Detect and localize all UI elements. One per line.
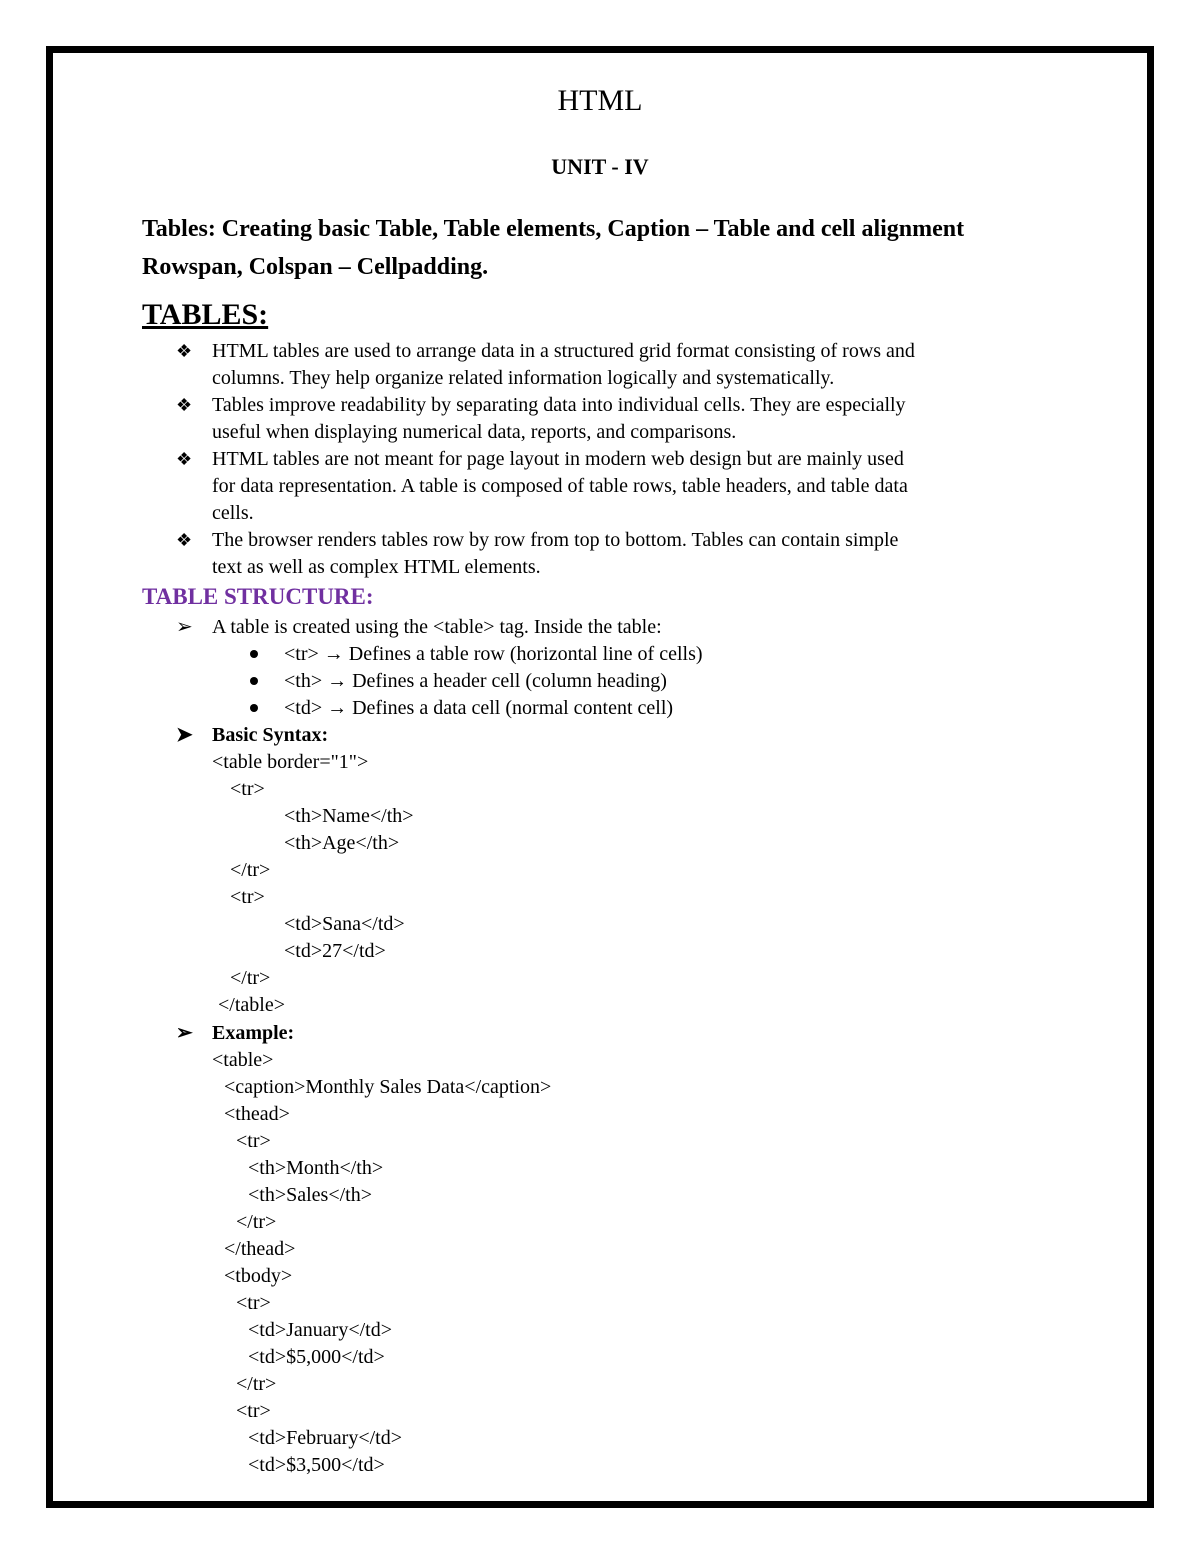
table-structure-heading: TABLE STRUCTURE: xyxy=(142,584,374,609)
unit-heading: UNIT - IV xyxy=(551,154,649,179)
example-label: Example: xyxy=(212,1022,295,1044)
code-line: <th>Name</th> xyxy=(284,805,414,827)
code-line: <td>February</td> xyxy=(248,1427,402,1449)
code-line: </table> xyxy=(218,994,285,1016)
diamond-bullet-icon: ❖ xyxy=(176,341,193,361)
code-line: <tr> xyxy=(230,886,265,908)
sub-item-th: <th> → Defines a header cell (column heading) xyxy=(284,670,667,692)
list-item: ❖ HTML tables are used to arrange data in a structured grid format consisting of rows and columns. They help organize related information logically and systematically. xyxy=(176,340,915,389)
code-line: <td>$5,000</td> xyxy=(248,1346,385,1368)
code-line: <table> xyxy=(212,1049,274,1071)
diamond-bullet-icon: ❖ xyxy=(176,395,193,415)
disc-bullet-icon xyxy=(250,650,258,658)
arrowhead-bullet-icon: ➢ xyxy=(176,616,193,638)
sub-item-td: <td> → Defines a data cell (normal content cell) xyxy=(284,697,674,719)
code-line: </tr> xyxy=(230,967,271,989)
tables-heading: TABLES: xyxy=(142,298,269,331)
diamond-bullet-icon: ❖ xyxy=(176,449,193,469)
code-line: <th>Sales</th> xyxy=(248,1184,373,1206)
topics-summary xyxy=(142,210,1062,286)
disc-bullet-icon xyxy=(250,677,258,685)
disc-bullet-icon xyxy=(250,704,258,712)
list-item: ❖ HTML tables are not meant for page layout in modern web design but are mainly used for data representation. A table is composed of table rows, table headers, and table data cells. xyxy=(176,448,908,524)
sub-item-tr: <tr> → Defines a table row (horizontal line of cells) xyxy=(284,643,703,665)
diamond-bullet-icon: ❖ xyxy=(176,530,193,550)
code-line: </tr> xyxy=(230,859,271,881)
page-title: HTML xyxy=(557,84,643,117)
list-item: ❖ Tables improve readability by separating data into individual cells. They are especially useful when displaying numerical data, reports, and comparisons. xyxy=(176,394,906,443)
structure-intro: A table is created using the <table> tag. Inside the table: xyxy=(212,616,662,638)
list-item: ❖ The browser renders tables row by row from top to bottom. Tables can contain simple text as well as complex HTML elements. xyxy=(176,529,899,578)
code-line: <td>January</td> xyxy=(248,1319,392,1341)
code-line: <thead> xyxy=(224,1103,290,1125)
code-line: <td>27</td> xyxy=(284,940,386,962)
code-line: <table border="1"> xyxy=(212,751,369,773)
code-line: <td>$3,500</td> xyxy=(248,1454,385,1476)
tables-bullet-list xyxy=(176,338,1056,581)
code-line: </thead> xyxy=(224,1238,296,1260)
code-line: <tr> xyxy=(230,778,265,800)
code-line: <th>Month</th> xyxy=(248,1157,384,1179)
code-line: <td>Sana</td> xyxy=(284,913,405,935)
code-line: </tr> xyxy=(236,1373,277,1395)
code-line: <th>Age</th> xyxy=(284,832,400,854)
code-line: <tbody> xyxy=(224,1265,293,1287)
arrowhead-bullet-icon: ➢ xyxy=(176,1022,193,1044)
code-line: <tr> xyxy=(236,1130,271,1152)
code-line: <caption>Monthly Sales Data</caption> xyxy=(224,1076,552,1098)
topics-line-1: Tables: Creating basic Table, Table elements, Caption – Table and cell alignment xyxy=(142,216,965,242)
arrowhead-bullet-icon: ➤ xyxy=(176,724,193,746)
basic-syntax-label: Basic Syntax: xyxy=(212,724,329,746)
code-line: </tr> xyxy=(236,1211,277,1233)
code-line: <tr> xyxy=(236,1400,271,1422)
code-line: <tr> xyxy=(236,1292,271,1314)
topics-line-2: Rowspan, Colspan – Cellpadding. xyxy=(142,254,489,280)
